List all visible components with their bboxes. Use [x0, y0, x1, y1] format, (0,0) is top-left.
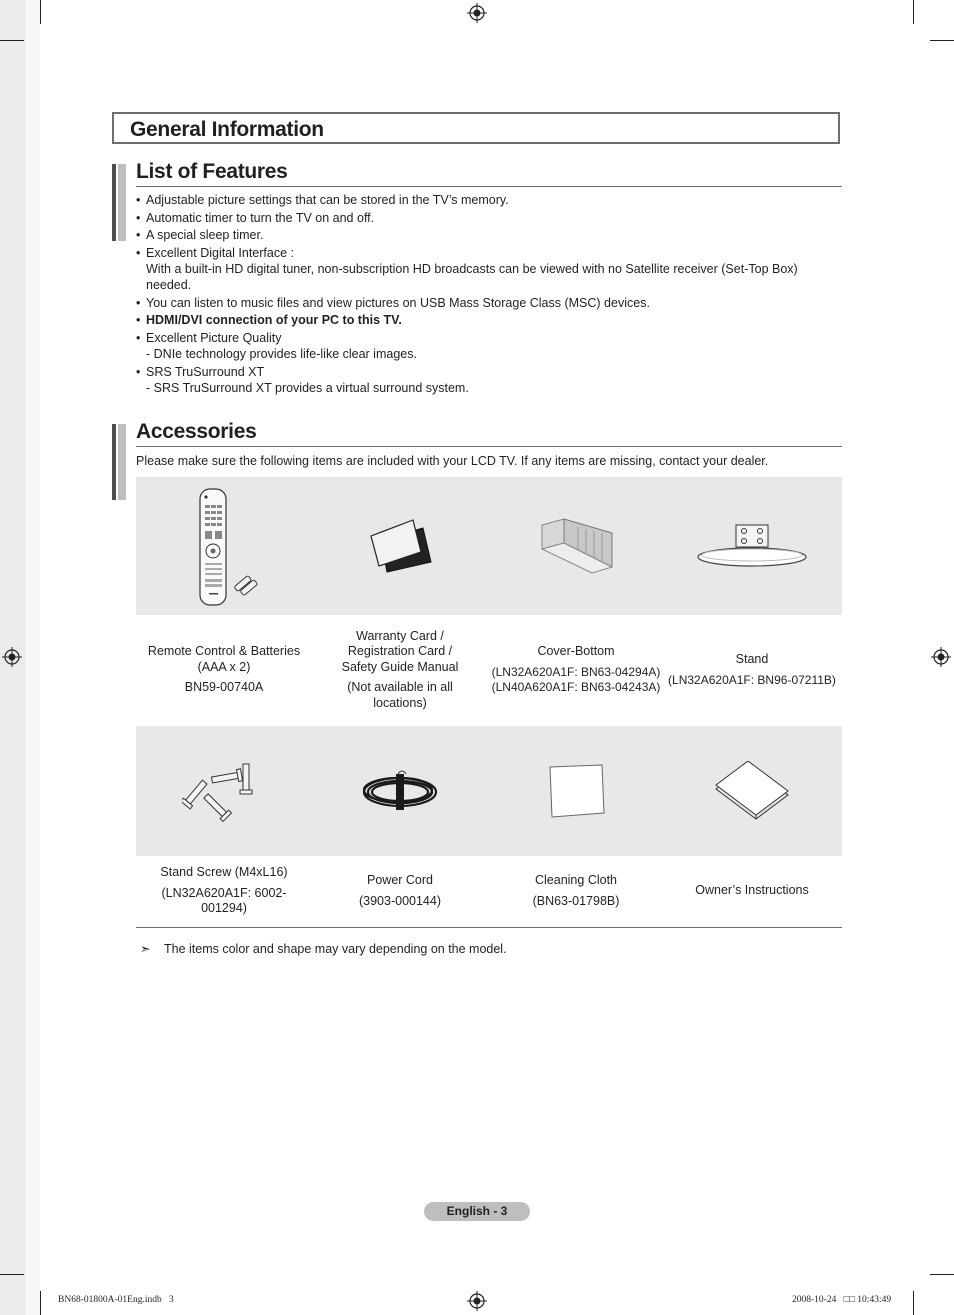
chapter-title: General Information	[130, 118, 324, 141]
list-item: • You can listen to music files and view pictures on USB Mass Storage Class (MSC) devices.	[136, 295, 836, 311]
owners-instructions-image	[664, 726, 840, 856]
part-number: BN59-00740A	[184, 680, 264, 695]
accessory-caption: Warranty Card / Registration Card / Safety Guide Manual (Not available in all locations)	[341, 628, 459, 710]
crop-mark	[40, 1291, 41, 1315]
accessory-caption: Owner’s Instructions	[695, 883, 809, 898]
accessory-caption: Remote Control & Batteries (AAA x 2) BN59-00740A	[136, 617, 312, 723]
accessory-caption: Stand (LN32A620A1F: BN96-07211B)	[664, 617, 840, 723]
registration-mark-icon	[2, 647, 22, 667]
footer-timestamp: 2008-10-24 □□ 10:43:49	[792, 1295, 892, 1305]
page-number: English - 3	[424, 1202, 530, 1221]
list-item: • HDMI/DVI connection of your PC to this TV.	[136, 312, 836, 328]
left-gutter-inner	[26, 0, 40, 1315]
accessories-rule	[136, 446, 842, 447]
part-number: (BN63-01798B)	[532, 893, 620, 908]
features-title: List of Features	[136, 160, 288, 183]
list-item: • Excellent Picture Quality - DNIe technology provides life-like clear images.	[136, 330, 836, 362]
warranty-card-image	[312, 477, 488, 615]
list-item: • A special sleep timer.	[136, 227, 836, 243]
part-number: 001294)	[201, 901, 247, 916]
part-number: (LN40A620A1F: BN63-04243A)	[491, 680, 661, 695]
note-text: The items color and shape may vary depending on the model.	[164, 942, 507, 956]
features-list	[136, 192, 836, 398]
section-marker	[112, 164, 126, 241]
accessories-bottom-rule	[136, 927, 842, 928]
part-number: (LN32A620A1F: BN96-07211B)	[668, 672, 836, 687]
accessory-caption: Power Cord (3903-000144)	[312, 860, 488, 922]
accessory-caption: Stand Screw (M4xL16) (LN32A620A1F: 6002- 001294)	[136, 860, 312, 922]
registration-mark-icon	[467, 3, 487, 23]
crop-mark	[930, 40, 954, 41]
crop-mark	[913, 0, 914, 24]
list-item-detail: With a built-in HD digital tuner, non-subscription HD broadcasts can be viewed with no Satellite receiver (Set-Top Box) needed.	[146, 262, 798, 293]
list-item: • Automatic timer to turn the TV on and off.	[136, 210, 836, 226]
part-number: (LN32A620A1F: BN63-04294A)	[491, 664, 661, 679]
section-marker	[112, 424, 126, 500]
accessories-intro: Please make sure the following items are included with your LCD TV. If any items are missing, contact your dealer.	[136, 454, 769, 468]
crop-mark	[0, 40, 24, 41]
crop-mark	[913, 1291, 914, 1315]
remote-control-image	[136, 477, 312, 615]
stand-screw-image	[136, 726, 312, 856]
note-arrow-icon: ➣	[140, 942, 151, 956]
registration-mark-icon	[931, 647, 951, 667]
note	[140, 941, 507, 956]
accessories-title: Accessories	[136, 420, 257, 443]
part-number: (LN32A620A1F: 6002-	[161, 885, 287, 900]
registration-mark-icon	[467, 1291, 487, 1311]
list-item: • SRS TruSurround XT - SRS TruSurround XT provides a virtual surround system.	[136, 364, 836, 396]
stand-image	[664, 477, 840, 615]
list-item: • Excellent Digital Interface : With a built-in HD digital tuner, non-subscription HD broadcasts can be viewed with no Satellite receiver (Set-Top Box) needed.	[136, 245, 836, 293]
cleaning-cloth-image	[488, 726, 664, 856]
footer-file: BN68-01800A-01Eng.indb 3	[58, 1295, 174, 1305]
cover-bottom-image	[488, 477, 664, 615]
crop-mark	[0, 1274, 24, 1275]
chapter-header	[112, 112, 840, 144]
crop-mark	[930, 1274, 954, 1275]
accessory-caption: Cleaning Cloth (BN63-01798B)	[488, 860, 664, 922]
features-rule	[136, 186, 842, 187]
accessory-caption: Cover-Bottom (LN32A620A1F: BN63-04294A) (LN40A620A1F: BN63-04243A)	[488, 617, 664, 723]
part-number: (3903-000144)	[358, 893, 441, 908]
list-item: • Adjustable picture settings that can be stored in the TV’s memory.	[136, 192, 836, 208]
list-item-detail: - DNIe technology provides life-like clear images.	[146, 347, 417, 362]
crop-mark	[40, 0, 41, 24]
power-cord-image	[312, 726, 488, 856]
list-item-detail: - SRS TruSurround XT provides a virtual surround system.	[146, 380, 469, 395]
